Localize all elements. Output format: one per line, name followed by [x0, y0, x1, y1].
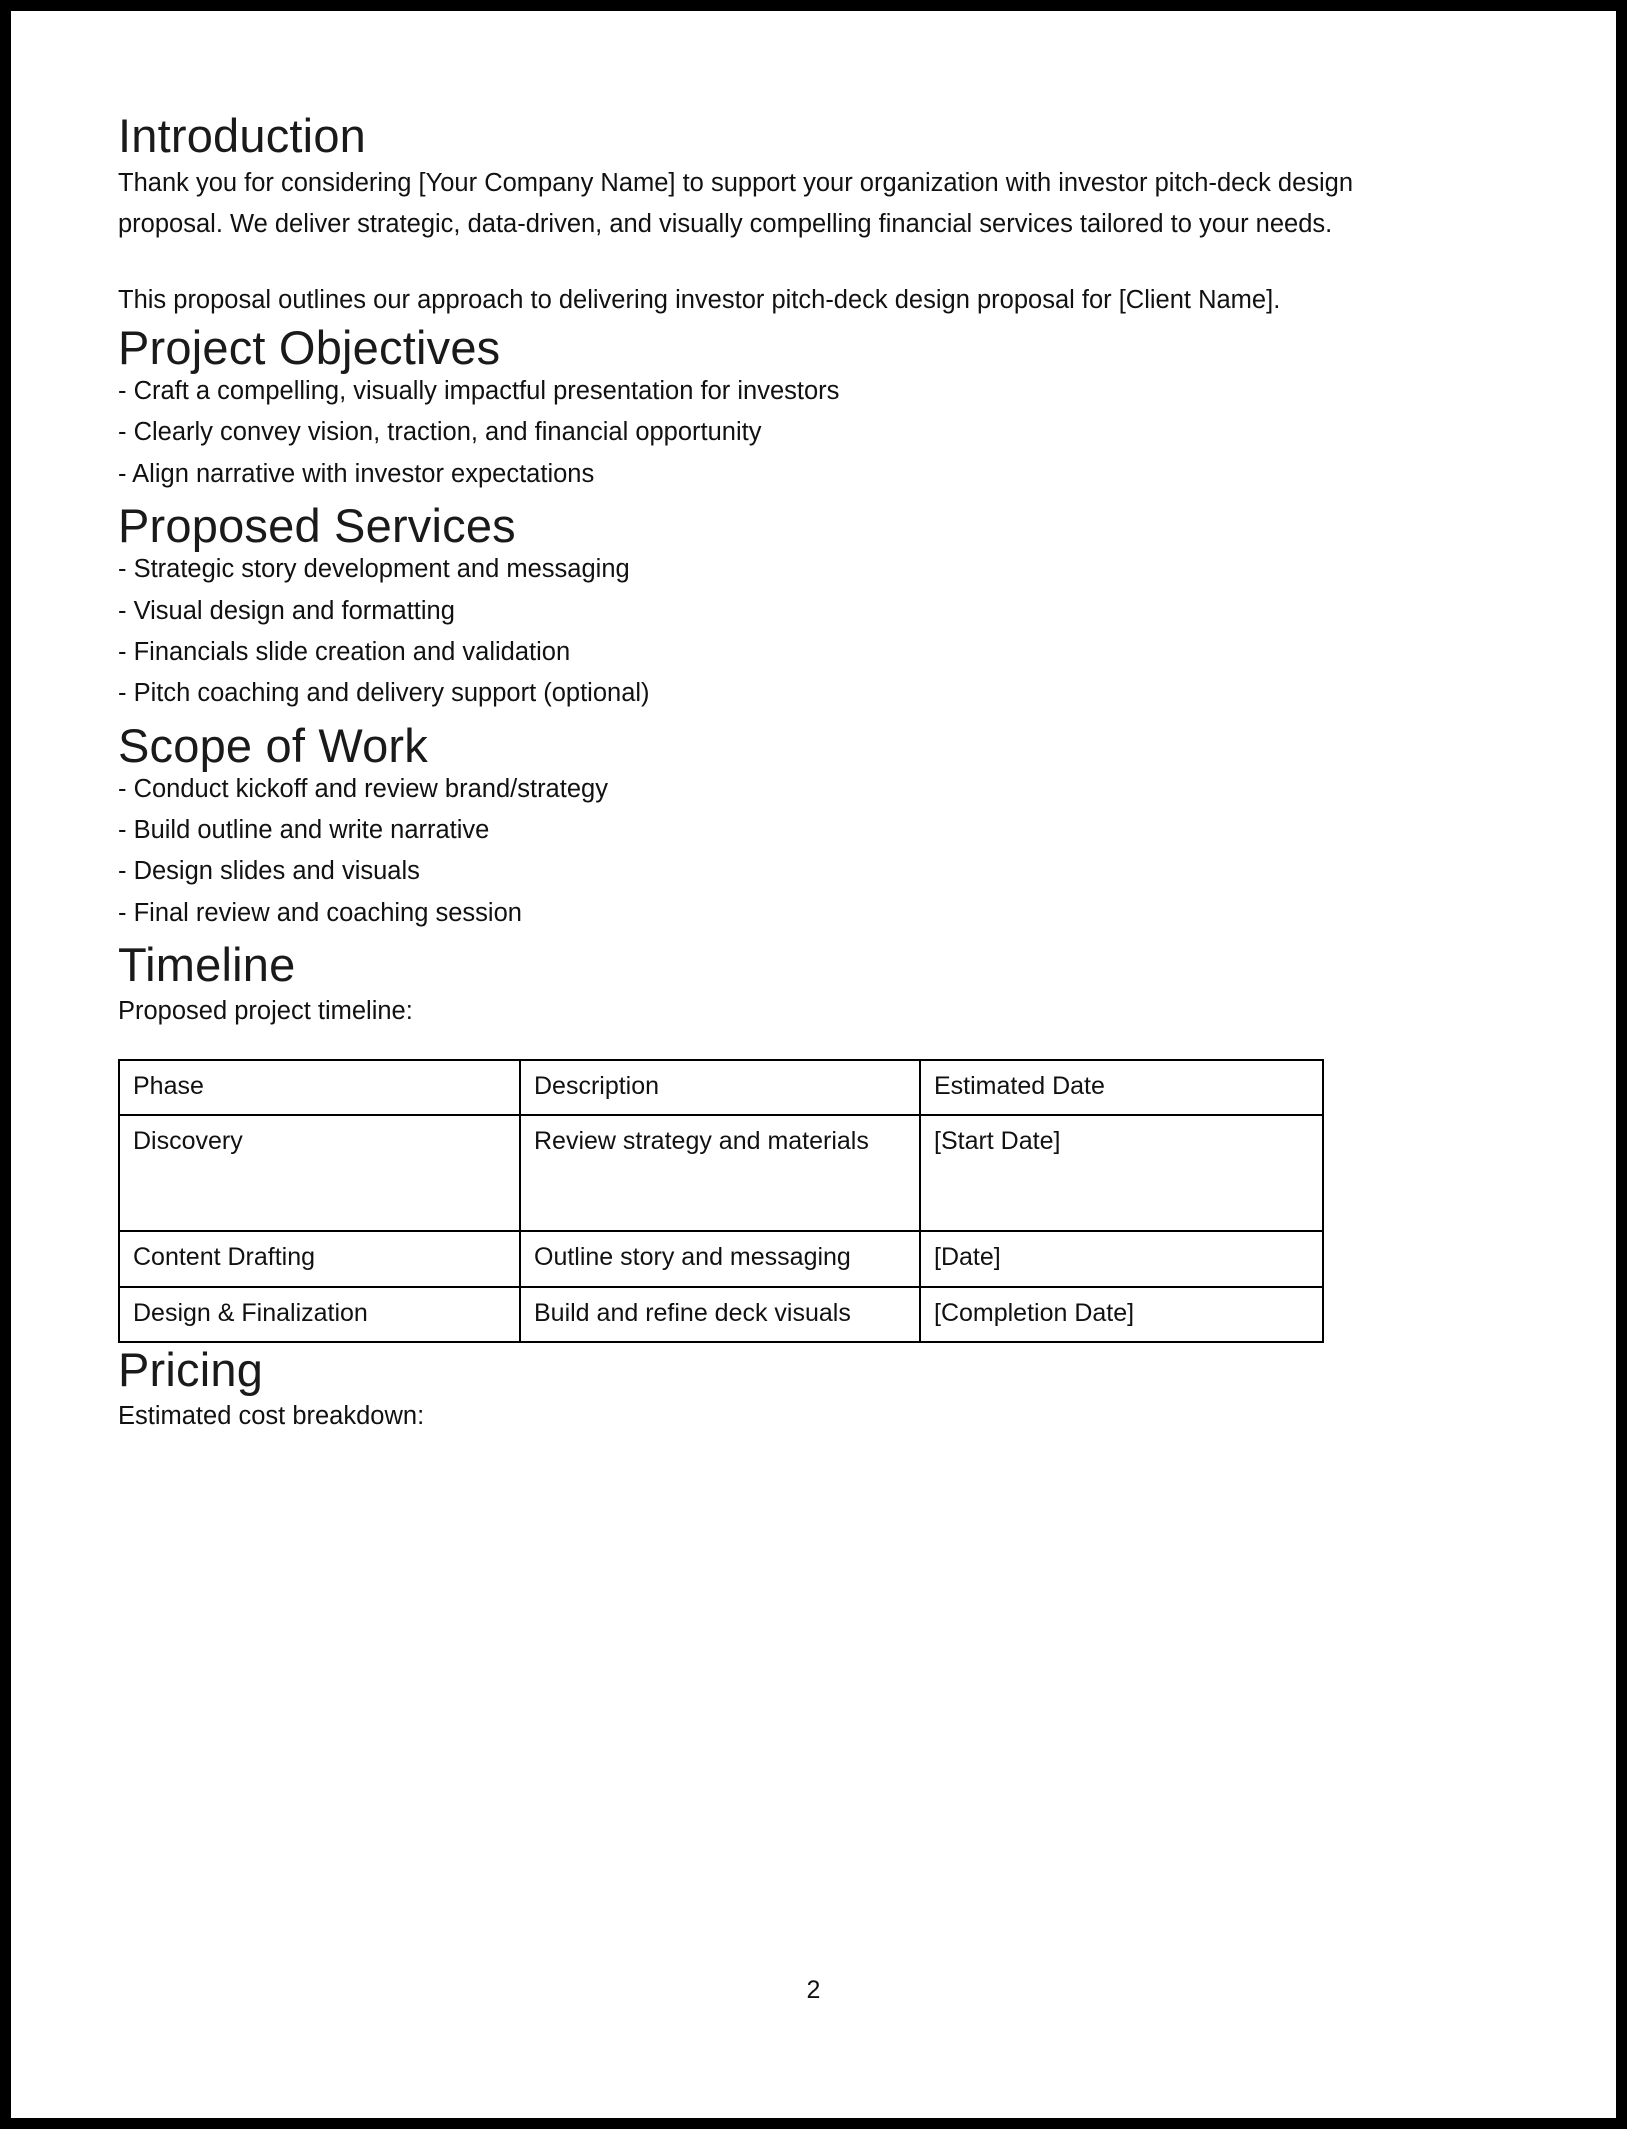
table-cell-description: Outline story and messaging	[520, 1231, 920, 1287]
list-item: - Final review and coaching session	[118, 898, 522, 927]
table-row	[119, 1287, 1323, 1343]
proposed-services-list	[118, 553, 1428, 710]
table-cell-description: Build and refine deck visuals	[520, 1287, 920, 1343]
introduction-paragraph-2: This proposal outlines our approach to delivering investor pitch-deck design proposal for [Client Name].	[118, 285, 1281, 314]
table-cell-description: Review strategy and materials	[520, 1115, 920, 1231]
heading-scope-of-work: Scope of Work	[118, 718, 428, 772]
table-cell-date: [Completion Date]	[920, 1287, 1323, 1343]
table-header-row	[119, 1060, 1323, 1116]
timeline-lead-in: Proposed project timeline:	[118, 997, 413, 1026]
timeline-table	[118, 1059, 1324, 1344]
scope-of-work-list	[118, 773, 1428, 930]
heading-timeline: Timeline	[118, 938, 296, 992]
list-item: - Clearly convey vision, traction, and financial opportunity	[118, 418, 762, 447]
list-item: - Craft a compelling, visually impactful presentation for investors	[118, 376, 840, 405]
list-item: - Conduct kickoff and review brand/strategy	[118, 774, 608, 803]
introduction-paragraph-1: Thank you for considering [Your Company Name] to support your organization with investor pitch-deck design proposal. We deliver strategic, data-driven, and visually compelling financial services tailored to your needs.	[118, 169, 1354, 239]
project-objectives-list	[118, 375, 1428, 490]
heading-pricing: Pricing	[118, 1343, 264, 1396]
table-cell-phase: Design & Finalization	[119, 1287, 520, 1343]
table-cell-date: [Start Date]	[920, 1115, 1323, 1231]
heading-proposed-services: Proposed Services	[118, 499, 516, 553]
table-column-header: Phase	[119, 1060, 520, 1116]
table-row	[119, 1115, 1323, 1231]
list-item: - Strategic story development and messaging	[118, 555, 630, 584]
list-item: - Build outline and write narrative	[118, 816, 490, 845]
table-column-header: Description	[520, 1060, 920, 1116]
list-item: - Align narrative with investor expectations	[118, 459, 595, 488]
list-item: - Visual design and formatting	[118, 596, 455, 625]
table-cell-phase: Discovery	[119, 1115, 520, 1231]
table-cell-phase: Content Drafting	[119, 1231, 520, 1287]
list-item: - Financials slide creation and validation	[118, 637, 571, 666]
table-column-header: Estimated Date	[920, 1060, 1323, 1116]
list-item: - Design slides and visuals	[118, 857, 420, 886]
pricing-lead-in: Estimated cost breakdown:	[118, 1402, 425, 1431]
page-content	[118, 109, 1428, 1463]
table-cell-date: [Date]	[920, 1231, 1323, 1287]
heading-introduction: Introduction	[118, 109, 367, 162]
heading-project-objectives: Project Objectives	[118, 320, 501, 374]
table-row	[119, 1231, 1323, 1287]
page-number: 2	[806, 1976, 821, 2004]
list-item: - Pitch coaching and delivery support (optional)	[118, 679, 650, 708]
